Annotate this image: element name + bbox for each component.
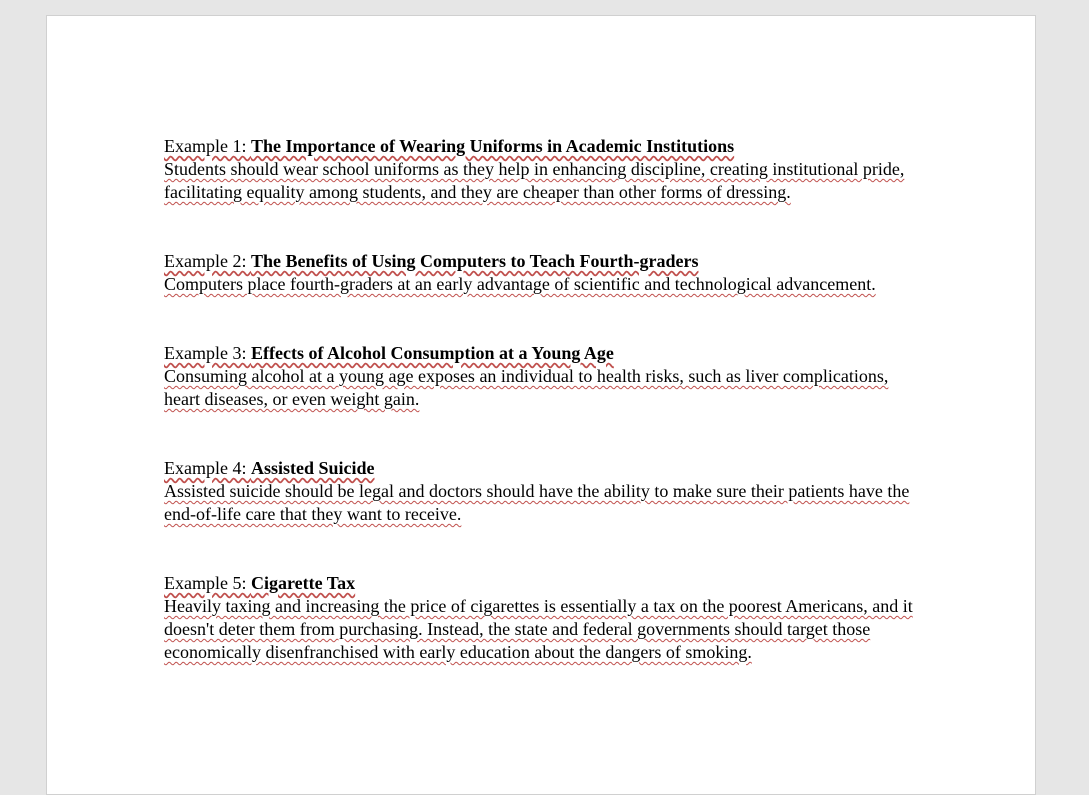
example-prefix: Example 3: xyxy=(164,343,251,363)
example-heading xyxy=(164,250,924,273)
example-prefix: Example 4: xyxy=(164,458,251,478)
example-title: The Importance of Wearing Uniforms in Academic Institutions xyxy=(250,136,735,156)
example-prefix: Example 1: xyxy=(164,136,251,156)
example-heading xyxy=(164,457,924,480)
example-body: Assisted suicide should be legal and doctors should have the ability to make sure their patients have the end-of-life care that they want to receive. xyxy=(164,481,910,524)
example-prefix: Example 5: xyxy=(164,573,251,593)
example-body: Consuming alcohol at a young age exposes an individual to health risks, such as liver complications, heart diseases, or even weight gain. xyxy=(164,366,889,409)
example-title: The Benefits of Using Computers to Teach Fourth-graders xyxy=(250,251,699,271)
example-1 xyxy=(164,135,924,204)
example-heading xyxy=(164,135,924,158)
example-body: Computers place fourth-graders at an early advantage of scientific and technological advancement. xyxy=(164,274,876,294)
example-2 xyxy=(164,250,924,296)
example-body: Students should wear school uniforms as they help in enhancing discipline, creating institutional pride, facilitating equality among students, and they are cheaper than other forms of dressing. xyxy=(164,159,905,202)
example-heading xyxy=(164,342,924,365)
example-5 xyxy=(164,572,924,664)
example-3 xyxy=(164,342,924,411)
example-title: Assisted Suicide xyxy=(250,458,375,478)
example-title: Cigarette Tax xyxy=(250,573,356,593)
example-prefix: Example 2: xyxy=(164,251,251,271)
example-body: Heavily taxing and increasing the price of cigarettes is essentially a tax on the poorest Americans, and it doesn't deter them from purchasing. Instead, the state and federal governments should target those economically disenfranchised with early education about the dangers of smoking. xyxy=(164,596,913,662)
document-page[interactable] xyxy=(46,15,1036,795)
document-body[interactable] xyxy=(164,135,924,664)
example-heading xyxy=(164,572,924,595)
example-4 xyxy=(164,457,924,526)
example-title: Effects of Alcohol Consumption at a Young Age xyxy=(250,343,614,363)
